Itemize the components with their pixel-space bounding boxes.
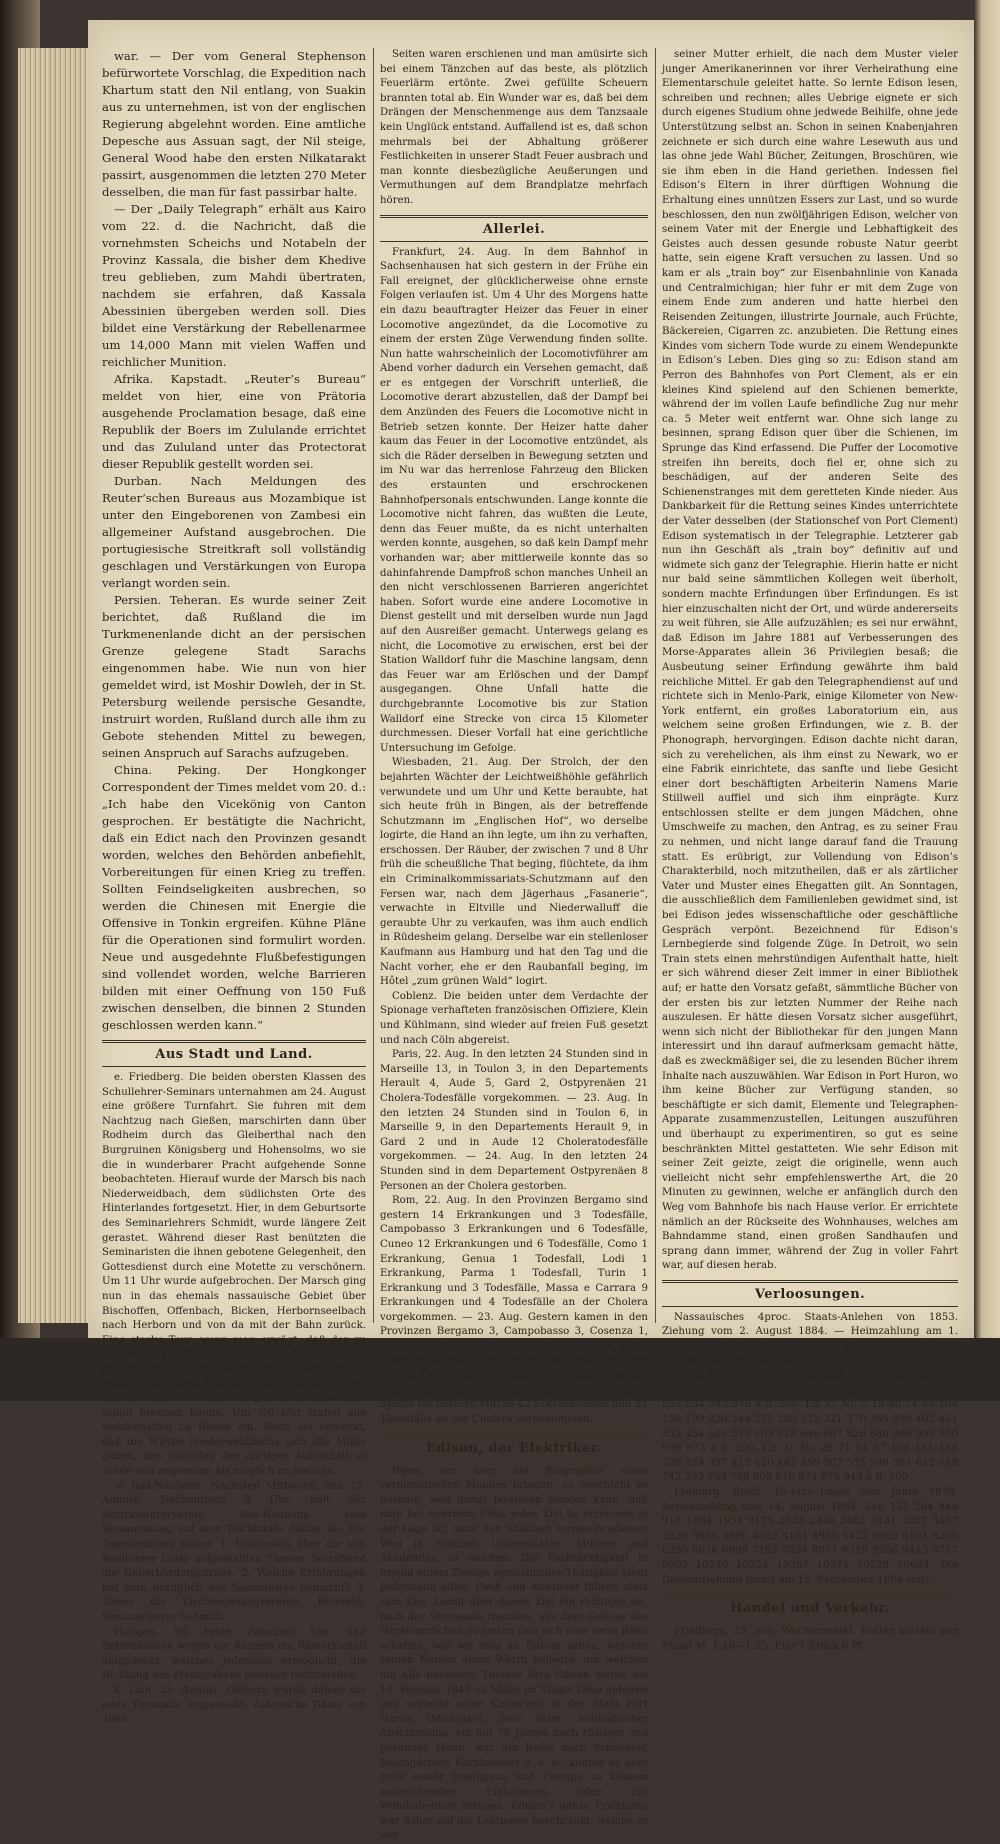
paragraph: Nassauisches 4proc. Staats-Anlehen von 1853. Ziehung vom 2. August 1884. — Heimzahlung am 1. Dezember 1884. Lit. A. Nr. 22 51 104 177 178 182 203 214 220 224 276 327 328 à fl. 1000. Lit. B. Nr. 15 91 101 132 149 242 245 261 280 286 316 317 367 398 414 427 488 539 550 562 565 585 587 597 673 779 801 824 855 934 943 976 à fl. 500. Lit. C. Nr. 5 19 40 74 88 104 158 199 220 244 275 285 315 321 370 395 398 402 431 532 454 509 579 603 628 646 687 826 880 908 909 930 958 972 à fl. 200. Lit. D. Nr. 26 71 91 97 108 181 188 228 324 357 412 420 442 459 507 575 590 591 612 648 742 753 763 790 809 810 874 876 943 à fl. 100. [662, 1311, 958, 1484]
column-2 [380, 48, 648, 1842]
section-heading: Aus Stadt und Land. [102, 1040, 366, 1067]
column-rule [655, 48, 656, 1323]
newspaper-page [88, 20, 974, 1842]
paragraph: Freiburg, Stadt, 10-Frcs.-Loose vom Jahre 1879. Serienziehung vom 14. August 1884. Ser. 155 264 844 918 1864 1931 2175 2383 2440 2482 3131 3287 3437 3539 3666 3990 4082 4161 4965 5422 6062 6101 6205 6295 6636 6898 7182 7554 8071 8319 9266 9443 9717 9903 10240 10324 10357 10374 10528 10684. Die Gewinnziehung findet am 15. September 1884 statt. [662, 1487, 958, 1586]
page-edges [18, 48, 98, 1323]
paragraph: Durban. Nach Meldungen des Reuter’schen Bureaus aus Mozambique ist unter den Eingeborenen von Zambesi ein allgemeiner Aufstand ausgebrochen. Die portugiesische Streitkraft soll vollständig geschlagen und Verstärkungen von Europa verlangt worden sein. [102, 474, 366, 590]
paragraph: Rom, 22. Aug. In den Provinzen Bergamo sind gestern 14 Erkrankungen und 3 Todesfälle, Campobasso 3 Erkrankungen und 6 Todesfälle, Cuneo 12 Erkrankungen und 6 Todesfälle, Como 1 Erkrankung, Genua 1 Todesfall, Lodi 1 Erkrankung, Parma 1 Todesfall, Turin 1 Erkrankung und 3 Todesfälle, Massa e Carrara 9 Erkrankungen und 4 Todesfälle an der Cholera vorgekommen. — 23. Aug. Gestern kamen in den Provinzen Bergamo 3, Campobasso 3, Cosenza 1, Cuneo 15, Massacarrara 4, Portomaurizio 3, Turin 2 Choleratodesfälle, in der Provinz Genua und zwar in dem Orte Spezia 15 Cholera-Erkrankungen vor. — 24. Aug. Den Journalmeldungen zufolge sind in Spezia bis gestern Mittag 42 Erkrankungen und 31 Todesfälle an der Cholera vorgekommen. [380, 1195, 648, 1426]
column-rule [373, 48, 374, 1323]
column-3 [662, 48, 958, 1652]
paragraph: war. — Der vom General Stephenson befürwortete Vorschlag, die Expedition nach Khartum statt den Nil entlang, von Suakin aus zu unternehmen, ist von der englischen Regierung abgelehnt worden. Eine amtliche Depesche aus Assuan sagt, der Nil steige, General Wood habe den ersten Nilkatarakt passirt, ausgenommen die letzten 270 Meter desselben, die man für fast passirbar halte. [102, 49, 366, 199]
paragraph: seiner Mutter erhielt, die nach dem Muster vieler junger Amerikanerinnen vor ihrer Verheirathung eine Elementarschule geleitet hatte. So lernte Edison lesen, schreiben und rechnen; alles Uebrige eignete er sich durch eigenes Studium ohne jedwede Beihilfe, ohne jede Unterstützung selbst an. Schon in seinen Knabenjahren zeichnete er sich durch eine wahre Lesewuth aus und las ohne jede Wahl Bücher, Zeitungen, Broschüren, wie sie ihm eben in die Hand geriethen. Indessen fiel Edison’s Eltern in ihrer dürftigen Wohnung die Erhaltung eines unnützen Essers zur Last, und so wurde beschlossen, den nun zwölfjährigen Edison, welcher von seinem Vater mit der Energie und Lebhaftigkeit des Geistes auch dessen gesunde robuste Natur geerbt hatte, sein eigene Kraft versuchen zu lassen. Und so kam er als „train boy“ zur Eisenbahnlinie von Kanada und Centralmichigan; hier fuhr er mit dem Zuge von einem Ende zum anderen und hatte hierbei den Reisenden Zeitungen, illustrirte Journale, auch Früchte, Bäckereien, Cigarren zc. anzubieten. Die Rettung eines Kindes vom sichern Tode wurde zu einem Wendepunkte in Edison’s Leben. Dies ging so zu: Edison stand am Perron des Bahnhofes von Port Clement, als er ein kleines Kind spielend auf den Schienen bemerkte, während der im vollen Laufe befindliche Zug nur mehr ca. 5 Meter weit entfernt war. Ohne sich lange zu besinnen, sprang Edison quer über die Schienen, im Sprunge das Kind erfassend. Die Puffer der Locomotive streifen ihn bereits, doch fiel er, ohne sich zu beschädigen, auf der anderen Seite des Schienenstranges mit dem geretteten Kinde nieder. Aus Dankbarkeit für die Rettung seines Kindes unterrichtete der Vater desselben (der Stationschef von Port Clement) Edison systematisch in der Telegraphie. Letzterer gab nun ihn Geschäft als „train boy“ definitiv auf und widmete sich ganz der Telegraphie. Hierin hatte er nicht nur bald seine sämmtlichen Kollegen weit überholt, sondern machte Erfindungen über Erfindungen. Es ist hier einzuschalten nicht der Ort, und würde andererseits zu weit führen, sie Alle aufzuzählen; es sei nur erwähnt, daß Edison im Jahre 1881 auf Verbesserungen des Morse-Apparates allein 36 Privilegien besaß; die Ausbeutung seiner Erfindung gewährte ihm bald reichliche Mittel. Er gab den Telegraphendienst auf und richtete sich in Menlo-Park, einige Kilometer von New-York entfernt, ein großes Laboratorium ein, aus welchem seine großen Erfindungen, wie z. B. der Phonograph, hervorgingen. Edison dachte nicht daran, sich zu verehelichen, als ihm einst zu Newark, wo er eine Fabrik einrichtete, das sanfte und liebe Gesicht einer dort beschäftigten Arbeiterin Namens Marie Stillwell auffiel und sich ihm einprägte. Kurz entschlossen stellte er dem jungen Mädchen, ohne Umschweife zu machen, den Antrag, es zu seiner Frau zu nehmen, und nicht lange darauf fand die Trauung statt. Es erübrigt, zur Vollendung von Edison’s Charakterbild, noch mitzutheilen, daß er als zärtlicher Vater und Muster eines Ehegatten gilt. An Sonntagen, die ausschließlich dem Familienleben gewidmet sind, ist bei Edison jedes wissenschaftliche oder geschäftliche Gespräch verpönt. Bezeichnend für Edison’s Lernbegierde sind folgende Züge. In Detroit, wo sein Train stets einen mehrstündigen Aufenthalt hatte, hielt er sich während dieser Zeit immer in einer Bibliothek auf; er hatte den Vorsatz gefaßt, sämmtliche Bücher von der ersten bis zur letzten Nummer der Reihe nach auszulesen. Er hätte diesen Vorsatz sicher ausgeführt, wenn sich nicht der Bibliothekar für den jungen Mann interessirt und ihn darauf aufmerksam gemacht hätte, daß es zweckmäßiger sei, die zu lesenden Bücher ihrem Inhalte nach auszuwählen. War Edison in Port Huron, wo ihm keine Bücher zur Verfügung standen, so beschäftigte er sich damit, Elemente und Telegraphen-Apparate zusammenzustellen, Leitungen auszuführen und überhaupt zu experimentiren, so gut es seine beschränkten Mittel gestatteten. Wie sehr Edison mit seiner Zeit geizte, zeigt die originelle, wenn auch vielleicht nicht sehr empfehlenswerthe Art, die 20 Minuten zu gewinnen, welche er anfänglich durch den Weg vom Bahnhofe bis nach Hause verlor. Er errichtete nämlich an der Rückseite des Wohnhauses, welches am Bahndamme stand, einen großen Sandhaufen und sprang dann immer, während der Zug in voller Fahrt war, auf diesen herab. [662, 49, 958, 1272]
paragraph: Persien. Teheran. Es wurde seiner Zeit berichtet, daß Rußland die im Turkmenenlande dicht an der persischen Grenze gelegene Stadt Sarachs eingenommen habe. Wie nun von hier gemeldet wird, ist Moshir Dowleh, der in St. Petersburg weilende persische Gesandte, instruirt worden, Rußland durch alle ihm zu Gebote stehenden Mittel zu bewegen, seinen Anspruch auf Sarachs aufzugeben. [102, 593, 366, 760]
paragraph: Friedberg, 23. Aug. Wochenmarkt. Butter kostete per Pfund M. 1.10—1.25, Eier 1 Stück 6 Pf. [662, 1626, 958, 1652]
paragraph: Frankfurt, 24. Aug. In dem Bahnhof in Sachsenhausen hat sich gestern in der Frühe ein Fall ereignet, der glücklicherweise ohne ernste Folgen verlaufen ist. Um 4 Uhr des Morgens hatte ein dazu beauftragter Heizer das Feuer in einer Locomotive angezündet, da die Locomotive zu einem der ersten Züge Verwendung finden sollte. Nun hatte wahrscheinlich der Locomotivführer am Abend vorher dadurch ein Versehen gemacht, daß er es entgegen der Vorschrift unterließ, die Locomotive derart abzustellen, daß der Dampf bei dem Anzünden des Feuers die Locomotive nicht in Betrieb setzen konnte. Der Heizer hatte daher kaum das Feuer in der Locomotive entzündet, als sich die Räder derselben in Bewegung setzten und im Nu war das herrenlose Fahrzeug den Blicken des erstaunten und erschrockenen Bahnhofpersonals entschwunden. Lange konnte die Locomotive nicht fahren, das wußten die Leute, denn das Feuer mußte, da es nicht unterhalten werden konnte, ausgehen, so daß kein Dampf mehr vorhanden war; aber mittlerweile konnte das so dahinfahrende Dampfroß schon manches Unheil an den nicht verschlossenen Barrieren angerichtet haben. Sofort wurde eine andere Locomotive in Dienst gestellt und mit derselben wurde nun Jagd auf den Ausreißer gemacht. Unterwegs gelang es nicht, die Locomotive zu erwischen, erst bei der Station Walldorf fuhr die Maschine langsam, denn das Feuer war am Erlöschen und der Dampf ausgegangen. Ohne Unfall hatte die durchgebrannte Locomotive bis zur Station Walldorf eine Strecke von circa 15 Kilometer durchmessen. Dieser Vorfall hat eine gerichtliche Untersuchung im Gefolge. [380, 246, 648, 754]
paragraph: Coblenz. Die beiden unter dem Verdachte der Spionage verhafteten französischen Offiziere, Klein und Kühlmann, sind wieder auf freien Fuß gesetzt und nach Cöln abgereist. [380, 990, 648, 1046]
section-heading: Allerlei. [380, 215, 648, 242]
paragraph: Afrika. Kapstadt. „Reuter’s Bureau“ meldet von hier, eine von Prätoria ausgehende Proclamation besage, daß eine Republik der Boers im Zululande errichtet und das Zululand unter das Protectorat dieser Republik gestellt worden sei. [102, 372, 366, 471]
section-heading: Verloosungen. [662, 1280, 958, 1307]
section-heading: Handel und Verkehr. [662, 1594, 958, 1621]
paragraph: Paris, 22. Aug. In den letzten 24 Stunden sind in Marseille 13, in Toulon 3, in den Departements Herault 4, Aude 5, Gard 2, Ostpyrenäen 21 Cholera-Todesfälle vorgekommen. — 23. Aug. In den letzten 24 Stunden sind in Toulon 6, in Marseille 9, in den Departements Herault 9, in Gard 2 und in Aude 12 Choleratodesfälle vorgekommen. — 24. Aug. In den letzten 24 Stunden sind in dem Departement Ostpyrenäen 8 Personen an der Cholera gestorben. [380, 1049, 648, 1192]
paragraph: k. Lich, 25. August. Gestern wurde dahier die neue Turnhalle eingeweiht. Zahlreiche Gäste von allen [102, 1684, 366, 1726]
paragraph: China. Peking. Der Hongkonger Correspondent der Times meldet vom 20. d.: „Ich habe den Vicekönig von Canton gesprochen. Er bestätigte die Nachricht, daß ein Edict nach den Provinzen gesandt worden, welches den Behörden anbefiehlt, Vorbereitungen für einen Krieg zu treffen. Sollten Feindseligkeiten ausbrechen, so werden die Chinesen mit Energie die Offensive in Tonkin ergreifen. Kühne Pläne für die Operationen sind formulirt worden. Neue und ausgedehnte Flußbefestigungen sind vollendet worden, welche Barrieren bilden mit einer Oeffnung von 150 Fuß zwischen denselben, die binnen 2 Stunden geschlossen werden kann.“ [102, 763, 366, 1032]
paragraph: Wenn wir hier die Biographie eines verdienstvollen Mannes bringen, so geschieht es deshalb, weil damit bewiesen werden kann, daß man bei eisernem Fleiß jedes Ziel zu erreichen in der Lage ist, ohne den üblichen vorgeschriebenen Weg in Schulen, Universitäten, Museen und Akademien zu machen. Die Fachtüchtigkeit in irgend einem Zweige menschlicher Thätigkeit steht Jedermann offen. Fleiß und Ausdauer führen stets zum Ziel. Damit aber dieses Ziel ein richtiges sei, muß der Strebende trachten, aus dem Geleise des Herkömmlichen zu treten und sich eine neue Bahn schaffen, wie wir dies an Edison sehen, welcher seinen Namen einen Werth beilegte, um welchen ihn Alle beneiden. Thomas Alva Edison wurde am 10. Februar 1847 zu Milan im Staate Ohio geboren und verlebte seine Kinderzeit in der Stadt Port Huron (Michigan). Sein Vater, holländischer Abstammung, ein mit 76 Jahren noch rüstiger und gesunder Mann, war der Reihe nach Schneider, Baumgärtner, Kornhändler u. s. w., konnte es aber trotz seiner Intelligenz und Energie zu keinem ausreichenden Einkommen oder zur Wohlhabenheit bringen. Edison’s ganze Erziehung war daher auf die Lektionen beschränkt, welche er von [380, 1465, 648, 1842]
paragraph: e. Friedberg. Die beiden obersten Klassen des Schullehrer-Seminars unternahmen am 24. August eine größere Turnfahrt. Sie fuhren mit dem Nachtzug nach Gießen, marschirten dann über Rodheim durch das Gleiberthal nach den Burgruinen Königsberg und Hohensolms, wo sie die in wunderbarer Pracht aufgehende Sonne beobachteten. Hierauf wurde der Marsch bis nach Niederweidbach, dem südlichsten Orte des Hinterlandes fortgesetzt. Hier, in dem Geburtsorte des Seminarlehrers Schmidt, wurde längere Zeit gerastet. Während dieser Rast benützten die Seminaristen die ihnen gebotene Gelegenheit, den Gottesdienst durch eine Motette zu verschönern. Um 11 Uhr wurde aufgebrochen. Der Marsch ging nun in das ehemals nassauische Gebiet über Bischoffen, Offenbach, Bicken, Herbornseelbach nach Herborn und von da mit der Bahn zurück. Eine starke Tour, wenn man erwägt, daß der zu Fuß zurückgelegte Weg mindestens 9 Wegstunden beträgt und auf der letzten Strecke, das Aarthal entlang, die Sonne fast alle Mühe gab, zu zeigen, daß sie nicht nur schön aufgehen, sondern auch schön brennen könne. Um ½6 Uhr trafen alle wohlbehalten zu Hause ein. Noch sei bemerkt, daß die Wirthe Niederweidbachs sich alle Mühe gaben, den Touristen den dortigen Aufenthalt so schön und angenehm als möglich zu machen. [102, 1072, 366, 1478]
column-1 [102, 48, 366, 1726]
paragraph: Wiesbaden, 21. Aug. Der Strolch, der den bejahrten Wächter der Leichtweißhöhle gefährlich verwundete und um Uhr und Kette beraubte, hat sich heute früh in Bingen, als der betreffende Schutzmann im „Englischen Hof“, wo derselbe logirte, die Hand an ihn legte, um ihn zu verhaften, erschossen. Der Räuber, der zwischen 7 und 8 Uhr früh die scheußliche That beging, flüchtete, da ihm ein Criminalkommissariats-Schutzmann auf den Fersen war, nach dem Jägerhaus „Fasanerie“, verwachte in Eltville und Niederwalluff die geraubte Uhr zu verkaufen, was ihm auch endlich in Rüdesheim gelang. Derselbe war ein stellenloser Kaufmann aus Hamburg und hat den Tag und die Nacht vorher, ehe er den Raubanfall beging, im Hôtel „zum grünen Wald“ logirt. [380, 757, 648, 988]
section-heading: Edison, der Elektriker. [380, 1434, 648, 1461]
paragraph: Seiten waren erschienen und man amüsirte sich bei einem Tänzchen auf das beste, als plötzlich Feuerlärm ertönte. Zwei gefüllte Scheuern brannten total ab. Ein Wunder war es, daß bei dem Drängen der Menschenmenge aus dem Tanzsaale kein Unglück entstand. Auffallend ist es, daß schon mehrmals bei der Abhaltung größerer Festlichkeiten in unserer Stadt Feuer ausbrach und man konnte diesbezügliche Aeußerungen und Vermuthungen auf dem Brandplatze mehrfach hören. [380, 49, 648, 206]
paragraph: Hungen. Im Felde zwischen hier und Bettenhausen wurde vor Kurzem ein Römerkastell aufgedeckt, welches jedenfalls ermöglicht, die Richtung des Pfahlgrabens genauer festzustellen. [102, 1626, 366, 1682]
paragraph: — Der „Daily Telegraph“ erhält aus Kairo vom 22. d. die Nachricht, daß die vornehmsten Scheichs und Notabeln der Provinz Kassala, die bisher dem Khedive treu geblieben, zum Mahdi übertraten, nachdem sie erfahren, daß Kassala Abessinien übergeben werden soll. Dies bildet eine Verstärkung der Rebellenarmee um 14,000 Mann mit vielen Waffen und reichlicher Munition. [102, 202, 366, 369]
paragraph: w. Bad-Nauheim. Nächsten Mittwoch, den 27. August, Nachmittags 3 Uhr, hält der Bezirkslehrerverein Bad-Nauheim eine Versammlung auf dem Teichhause dahier ab. Die Tagesordnung lautet: 1. Discussion über die von Reallehrer Luley aufgestellten Thesen, betreffend die Ueberbürdungsfrage. 2. Welche Erfahrungen hat man bezüglich des Sedanfestes gemacht? 3. Ueber die Kirchengesangvereine. Referent: Seminarlehrer Schmidt. [102, 1480, 366, 1623]
book-binding-right [974, 0, 1000, 1401]
